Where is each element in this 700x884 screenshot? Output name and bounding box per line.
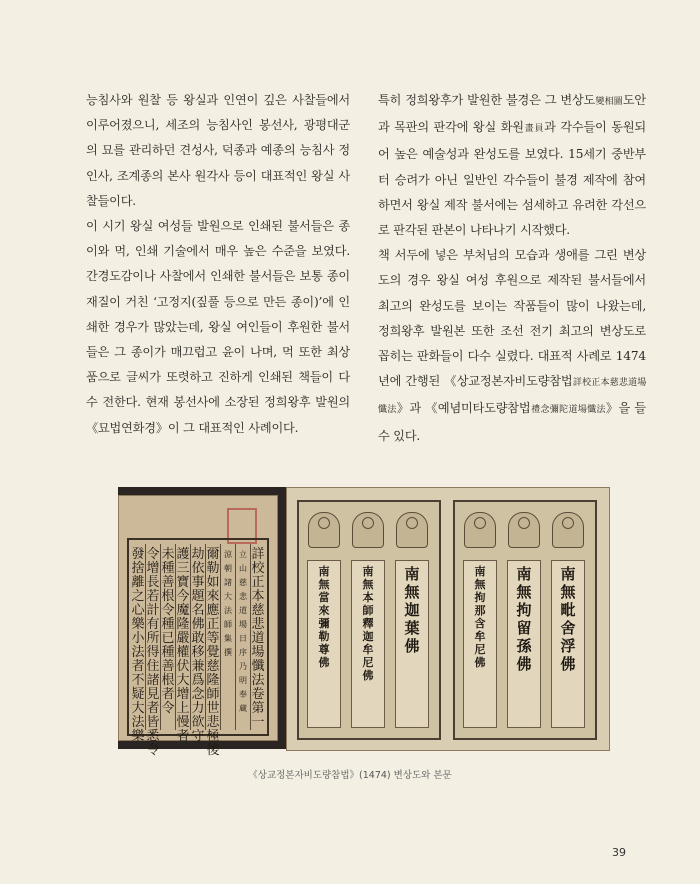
text-run: 》과 《예념미타도량참법 bbox=[396, 401, 531, 416]
text-run: 책 서두에 넣은 부처님의 모습과 생애를 그린 변상도의 경우 왕실 여성 후원으로 제작된 불서들에서 최고의 완성도를 보이는 작품들이 많이 나왔는데, 정희왕후 발원본 또한 조선 전기 최고의 변상도로 꼽히는 판화들이 다수 실렸다. 대표적 사례로 1474년에 간행된 《상교정본자비도량참법 bbox=[378, 248, 646, 389]
scripture-text-column: 護三寶今魔隆嚴權伏大增上慢者 bbox=[176, 547, 190, 744]
text-run: 》을 들 수 있다. bbox=[378, 401, 646, 443]
scripture-text-column: 劫依事題名佛敢移兼爲念力欲守 bbox=[191, 547, 205, 744]
scripture-text-column: 發捨離之心樂小法者不疑大法樂 bbox=[131, 547, 145, 744]
buddha-name-tablet bbox=[507, 560, 541, 728]
buddha-figure bbox=[352, 512, 384, 548]
text-run: 도안과 목판의 판각에 왕실 화원 bbox=[378, 93, 646, 135]
scripture-text-column: 涼朝諸大法師 集撰 bbox=[224, 550, 232, 657]
column-rule bbox=[220, 544, 221, 730]
hanja-gloss: 畫員 bbox=[523, 124, 545, 135]
column-rule bbox=[250, 544, 251, 730]
buddha-figure bbox=[464, 512, 496, 548]
figure-caption: 《상교정본자비도량참법》(1474) 변상도와 본문 bbox=[248, 770, 452, 781]
column-rule bbox=[175, 544, 176, 730]
column-rule bbox=[190, 544, 191, 730]
text-run: 특히 정희왕후가 발원한 불경은 그 변상도 bbox=[378, 93, 596, 107]
buddha-name-tablet bbox=[351, 560, 385, 728]
left-text-column bbox=[86, 88, 350, 441]
left-paragraph-1: 능침사와 원찰 등 왕실과 인연이 깊은 사찰들에서 이루어졌으니, 세조의 능침사인 봉선사, 광평대군의 묘를 관리하던 견성사, 덕종과 예종의 능침사 정인사, 조계종의 본사 원각사 등이 대표적인 왕실 사찰들이다. bbox=[86, 93, 350, 208]
illustration-spread bbox=[286, 487, 610, 751]
text-run: 과 각수들이 동원되어 높은 예술성과 완성도를 보였다. 15세기 중반부터 승려가 아닌 일반인 각수들이 불경 제작에 참여하면서 왕실 제작 불서에는 섬세하고 유려한 각선으로 판각된 판본이 나타나기 시작했다. bbox=[378, 120, 646, 238]
text-page bbox=[118, 495, 278, 758]
buddha-name-tablet bbox=[307, 560, 341, 728]
scripture-photo bbox=[118, 487, 608, 758]
left-paragraph-2: 이 시기 왕실 여성들 발원으로 인쇄된 불서들은 종이와 먹, 인쇄 기술에서 매우 높은 수준을 보였다. 간경도감이나 사찰에서 인쇄한 불서들은 보통 종이 재질이 거친 ‘고정지(짚풀 등으로 만든 종이)’에 인쇄한 경우가 많았는데, 왕실 여인들이 후원한 불서들은 그 종이가 매끄럽고 윤이 나며, 먹 또한 최상품으로 글씨가 또렷하고 진하게 인쇄된 책들이 다수 전한다. 현재 봉선사에 소장된 정희왕후 발원의 《묘법연화경》이 그 대표적인 사례이다. bbox=[86, 219, 350, 435]
buddha-name-tablet bbox=[551, 560, 585, 728]
right-paragraph-1 bbox=[378, 88, 646, 243]
buddha-name-tablet bbox=[395, 560, 429, 728]
text-frame bbox=[127, 538, 269, 758]
scripture-text-column: 爾勒如來應正等覺慈隆師世悲極後 bbox=[206, 547, 220, 758]
right-text-column bbox=[378, 88, 646, 449]
buddha-figure bbox=[308, 512, 340, 548]
buddha-name: 南無當來彌勒尊佛 bbox=[318, 565, 330, 669]
buddha-name-tablet bbox=[463, 560, 497, 728]
buddha-figure bbox=[396, 512, 428, 548]
page-number: 39 bbox=[612, 846, 626, 859]
column-rule bbox=[160, 544, 161, 730]
scripture-text-column: 令增長若計有所得住諸見者皆悉令 bbox=[146, 547, 160, 758]
hanja-gloss: 變相圖 bbox=[595, 97, 623, 107]
hanja-gloss: 詳校正本慈悲道場懺法 bbox=[378, 378, 646, 416]
buddha-figure bbox=[552, 512, 584, 548]
frontispiece-panel-left bbox=[297, 500, 441, 740]
column-rule bbox=[205, 544, 206, 730]
right-paragraph-2 bbox=[378, 243, 646, 449]
scripture-text-column: 未種善根令種已種善根者令 bbox=[161, 547, 175, 716]
hanja-gloss: 禮念彌陀道場懺法 bbox=[530, 405, 606, 416]
column-rule bbox=[145, 544, 146, 730]
buddha-figure bbox=[508, 512, 540, 548]
scripture-text-column: 詳校正本慈悲道場懺法卷第一 bbox=[251, 547, 265, 730]
buddha-name: 南無毗舍浮佛 bbox=[560, 565, 576, 673]
buddha-name: 南無迦葉佛 bbox=[404, 565, 420, 655]
buddha-name: 南無拘留孫佛 bbox=[516, 565, 532, 673]
frontispiece-panel-right bbox=[453, 500, 597, 740]
scripture-text-column: 立山 慈悲道場 日序 乃明 奉蔵 bbox=[239, 550, 247, 713]
buddha-name: 南無本師釋迦牟尼佛 bbox=[362, 565, 374, 682]
buddha-name: 南無拘那含牟尼佛 bbox=[474, 565, 486, 669]
column-rule bbox=[235, 544, 236, 730]
